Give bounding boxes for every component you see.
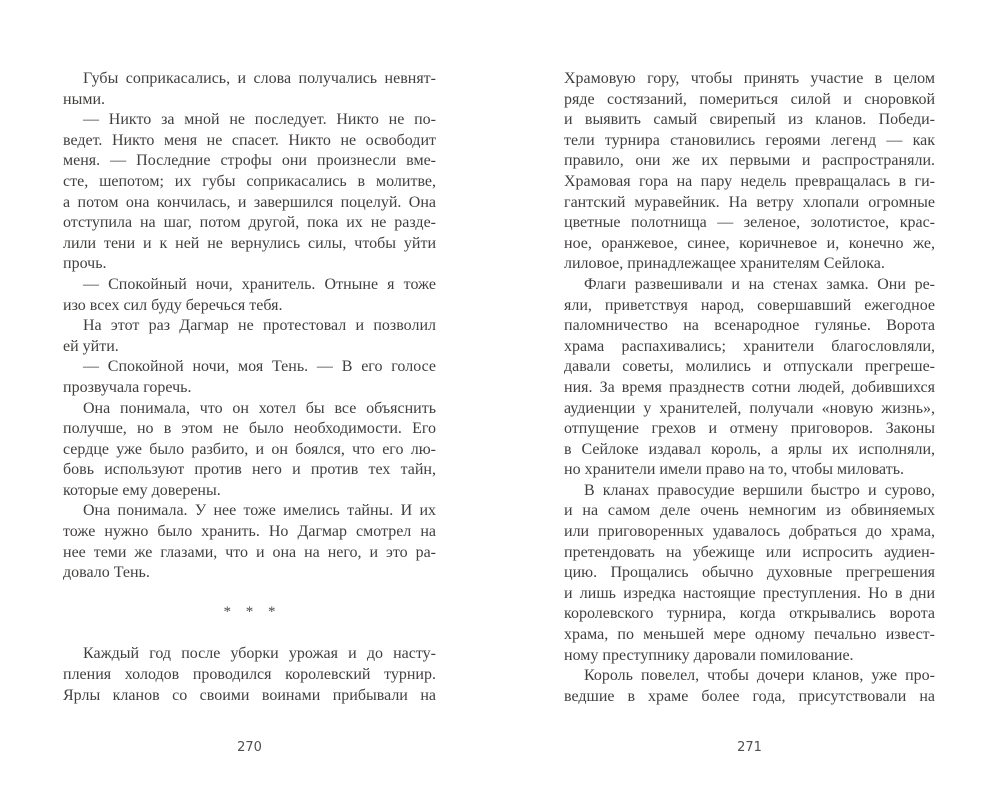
text-line: королевского турнира, когда открывались ворота bbox=[564, 605, 935, 623]
paragraph bbox=[63, 316, 436, 357]
text-line: изо всех сил буду беречься тебя. bbox=[63, 296, 283, 314]
text-line: и на самом деле очень немногим из обвиняемых bbox=[564, 502, 935, 520]
text-line: бовь используют против него и против тех тайн, bbox=[63, 461, 436, 479]
section-separator: * * * bbox=[223, 603, 276, 620]
text-line: сердце уже было разбито, и он боялся, что его лю- bbox=[63, 440, 436, 458]
text-line: и выявить самый свирепый из кланов. Победи- bbox=[564, 111, 935, 129]
paragraph bbox=[564, 275, 935, 481]
text-line: лиловое, принадлежащее хранителям Сейлока. bbox=[564, 255, 885, 273]
text-line: отпущение грехов и отмену приговоров. Законы bbox=[564, 420, 935, 438]
text-line: Храмовая гора на пару недель превращалась в ги- bbox=[564, 172, 935, 190]
text-line: ей уйти. bbox=[63, 337, 119, 355]
paragraph bbox=[63, 275, 436, 316]
text-line: сте, шепотом; их губы соприкасались в молитве, bbox=[63, 172, 436, 190]
text-line: Каждый год после уборки урожая и до насту- bbox=[83, 645, 436, 663]
text-line: а потом она кончилась, и завершился поцелуй. Она bbox=[63, 193, 436, 211]
text-line: меня. — Последние строфы они произнесли вме- bbox=[63, 152, 436, 170]
text-line: лили тени и к ней не вернулись силы, чтобы уйти bbox=[63, 234, 436, 252]
text-line: но хранители имели право на то, чтобы миловать. bbox=[564, 461, 905, 479]
text-line: тели турнира становились героями легенд — как bbox=[564, 131, 935, 149]
text-line: ное, оранжевое, синее, коричневое и, конечно же, bbox=[564, 234, 935, 252]
paragraph bbox=[63, 357, 436, 398]
text-line: пления холодов проводился королевский турнир. bbox=[63, 666, 436, 684]
text-line: храма распахивались; хранители благословляли, bbox=[564, 337, 935, 355]
left-page-text bbox=[63, 69, 436, 706]
right-page-text bbox=[564, 69, 935, 707]
text-line: ному преступнику даровали помилование. bbox=[564, 646, 854, 664]
text-line: ведет. Никто меня не спасет. Никто не освободит bbox=[63, 131, 436, 149]
text-line: давали советы, молились и отпускали прегреше- bbox=[564, 358, 935, 376]
text-line: ния. За время празднеств сотни людей, добившихся bbox=[564, 378, 935, 396]
paragraph bbox=[63, 501, 436, 583]
text-line: претендовать на убежище или испросить аудиен- bbox=[564, 543, 935, 561]
paragraph bbox=[564, 666, 935, 707]
text-line: гантский муравейник. На ветру хлопали огромные bbox=[564, 193, 935, 211]
text-line: получше, но в этом не было необходимости. Его bbox=[63, 420, 436, 438]
text-line: которые ему доверены. bbox=[63, 481, 221, 499]
text-line: храма, по меньшей мере одному печально извест- bbox=[564, 626, 935, 644]
paragraph bbox=[63, 399, 436, 502]
paragraph bbox=[564, 481, 935, 666]
text-line: — Никто за мной не последует. Никто не по- bbox=[83, 111, 436, 129]
text-line: В кланах правосудие вершили быстро и сурово, bbox=[584, 481, 935, 499]
text-line: Король повелел, чтобы дочери кланов, уже про- bbox=[584, 667, 935, 685]
text-line: ряде состязаний, помериться силой и сноровкой bbox=[564, 90, 935, 108]
text-line: На этот раз Дагмар не протестовал и позволил bbox=[83, 317, 436, 335]
text-line: цветные полотнища — зеленое, золотистое, крас- bbox=[564, 214, 935, 232]
text-line: Она понимала, что он хотел бы все объяснить bbox=[83, 399, 436, 417]
left-page-number: 270 bbox=[237, 740, 262, 755]
text-line: нее теми же глазами, что и она на него, и это ра- bbox=[63, 543, 436, 561]
text-line: и лишь изредка настоящие преступления. Но в дни bbox=[564, 584, 935, 602]
text-line: или приговоренных удавалось добраться до храма, bbox=[564, 523, 935, 541]
paragraph bbox=[63, 110, 436, 275]
paragraph bbox=[63, 69, 436, 110]
text-line: Ярлы кланов со своими воинами прибывали на bbox=[63, 686, 436, 704]
text-line: — Спокойной ночи, моя Тень. — В его голосе bbox=[83, 358, 436, 376]
text-line: в Сейлоке издавал король, а ярлы их исполняли, bbox=[564, 440, 935, 458]
text-line: Храмовую гору, чтобы принять участие в целом bbox=[564, 70, 935, 87]
text-line: ведшие в храме более года, присутствовали на bbox=[564, 687, 935, 705]
text-line: Флаги развешивали и на стенах замка. Они ре- bbox=[584, 275, 935, 293]
text-line: аудиенции у хранителей, получали «новую жизнь», bbox=[564, 399, 935, 417]
text-line: правило, они же их первыми и распространяли. bbox=[564, 152, 935, 170]
paragraph bbox=[63, 644, 436, 706]
right-page-number: 271 bbox=[737, 740, 762, 755]
text-line: прозвучала горечь. bbox=[63, 378, 192, 396]
text-line: — Спокойный ночи, хранитель. Отныне я тоже bbox=[83, 275, 436, 293]
text-line: паломничество на всенародное гулянье. Ворота bbox=[564, 317, 935, 335]
text-line: отступила на шаг, потом другой, пока их не разде- bbox=[63, 214, 436, 232]
text-line: яли, приветствуя народ, совершавший ежегодное bbox=[564, 296, 935, 314]
text-line: цию. Прощались обычно духовные прегрешения bbox=[564, 564, 935, 582]
text-line: Губы соприкасались, и слова получались невнят- bbox=[83, 70, 436, 87]
text-line: прочь. bbox=[63, 255, 107, 273]
paragraph bbox=[564, 69, 935, 275]
text-line: довало Тень. bbox=[63, 564, 150, 582]
text-line: ными. bbox=[63, 90, 105, 108]
text-line: Она понимала. У нее тоже имелись тайны. И их bbox=[83, 502, 436, 520]
text-line: тоже нужно было хранить. Но Дагмар смотрел на bbox=[63, 523, 436, 541]
